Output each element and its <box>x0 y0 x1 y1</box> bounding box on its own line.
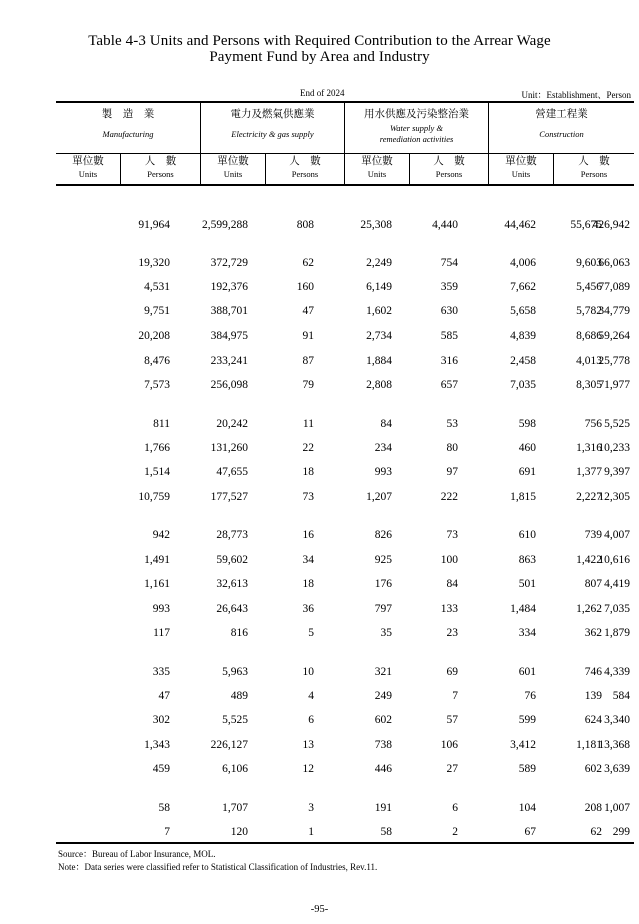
table-cell: 4,339 <box>604 666 630 678</box>
group-header-en-line2: remediation activities <box>379 134 454 144</box>
subheader-persons-zh: 人 數 <box>144 156 177 167</box>
table-cell: 177,527 <box>210 491 248 503</box>
table-row <box>56 463 634 481</box>
table-cell: 12,305 <box>598 491 630 503</box>
subheader-units-zh: 單位數 <box>217 156 249 167</box>
table-cell: 6 <box>452 802 458 814</box>
table-cell: 87 <box>302 355 314 367</box>
table-cell: 807 <box>584 578 602 590</box>
table-cell: 66,063 <box>598 257 630 269</box>
table-cell: 226,127 <box>210 739 248 751</box>
table-cell: 176 <box>374 578 392 590</box>
group-header-zh: 用水供應及污染整治業 <box>364 109 469 120</box>
table-cell: 208 <box>584 802 602 814</box>
table-cell: 1,602 <box>366 305 392 317</box>
subheader-units-en: Units <box>367 169 387 179</box>
subheader-divider-vertical <box>409 154 410 184</box>
subheader-units <box>201 155 265 183</box>
table-cell: 77,089 <box>598 281 630 293</box>
subheader-units <box>56 155 120 183</box>
subheader-persons-zh: 人 數 <box>289 156 321 167</box>
table-cell: 28,773 <box>216 529 248 541</box>
table-cell: 746 <box>584 666 602 678</box>
table-cell: 1,707 <box>222 802 248 814</box>
table-cell: 10,759 <box>138 491 170 503</box>
table-cell: 1,343 <box>144 739 170 751</box>
table-cell: 131,260 <box>210 442 248 454</box>
table-cell: 11 <box>302 418 314 430</box>
table-cell: 630 <box>440 305 458 317</box>
table-cell: 2,249 <box>366 257 392 269</box>
table-cell: 7,662 <box>510 281 536 293</box>
group-header-en: Electricity & gas supply <box>231 129 314 139</box>
group-header-electricity <box>201 106 344 152</box>
table-cell: 27 <box>446 763 458 775</box>
table-cell: 754 <box>440 257 458 269</box>
table-cell: 624 <box>584 714 602 726</box>
table-row <box>56 760 634 778</box>
table-cell: 993 <box>152 603 170 615</box>
table-cell: 13 <box>302 739 314 751</box>
table-cell: 234 <box>374 442 392 454</box>
table-cell: 5 <box>308 627 314 639</box>
table-cell: 104 <box>518 802 536 814</box>
table-cell: 993 <box>374 466 392 478</box>
classification-note: Note：Data series were classified refer to Statistical Classification of Industries, Rev.11. <box>58 862 378 872</box>
table-cell: 601 <box>518 666 536 678</box>
table-cell: 91,964 <box>138 219 170 231</box>
subheader-persons-zh: 人 數 <box>578 156 610 167</box>
table-cell: 657 <box>440 379 458 391</box>
table-cell: 1,766 <box>144 442 170 454</box>
group-header-manufacturing <box>56 106 200 152</box>
table-cell: 811 <box>153 418 170 430</box>
table-cell: 8,476 <box>144 355 170 367</box>
table-cell: 5,525 <box>604 418 630 430</box>
table-cell: 446 <box>374 763 392 775</box>
table-cell: 47 <box>302 305 314 317</box>
table-cell: 1,884 <box>366 355 392 367</box>
subheader-persons-zh: 人 數 <box>433 156 465 167</box>
table-cell: 1,514 <box>144 466 170 478</box>
table-cell: 302 <box>152 714 170 726</box>
table-row <box>56 526 634 544</box>
table-cell: 6,106 <box>222 763 248 775</box>
table-cell: 12 <box>302 763 314 775</box>
table-cell: 2,599,288 <box>202 219 248 231</box>
table-cell: 598 <box>518 418 536 430</box>
subheader-units-en: Units <box>511 169 531 179</box>
table-cell: 100 <box>440 554 458 566</box>
table-row <box>56 439 634 457</box>
table-cell: 233,241 <box>210 355 248 367</box>
table-cell: 372,729 <box>210 257 248 269</box>
table-cell: 47 <box>158 690 170 702</box>
table-cell: 22 <box>302 442 314 454</box>
table-row <box>56 575 634 593</box>
table-cell: 816 <box>230 627 248 639</box>
table-cell: 4,440 <box>432 219 458 231</box>
group-header-en: Manufacturing <box>102 129 154 139</box>
table-cell: 459 <box>152 763 170 775</box>
table-cell: 1,181 <box>576 739 602 751</box>
table-cell: 20,242 <box>216 418 248 430</box>
table-row <box>56 415 634 433</box>
table-cell: 808 <box>296 219 314 231</box>
table-cell: 334 <box>518 627 536 639</box>
table-cell: 47,655 <box>216 466 248 478</box>
table-cell: 16 <box>302 529 314 541</box>
subheader-units-en: Units <box>78 169 98 179</box>
table-cell: 2,734 <box>366 330 392 342</box>
subheader-units-zh: 單位數 <box>505 156 537 167</box>
table-row <box>56 278 634 296</box>
table-cell: 5,456 <box>576 281 602 293</box>
table-cell: 1 <box>308 826 314 838</box>
table-cell: 797 <box>374 603 392 615</box>
table-cell: 59,602 <box>216 554 248 566</box>
subheader-divider-vertical <box>120 154 121 184</box>
table-cell: 9,751 <box>144 305 170 317</box>
table-bottom-rule <box>56 842 634 844</box>
unit-label: Unit：Establishment、Person <box>521 90 631 100</box>
table-cell: 106 <box>440 739 458 751</box>
table-cell: 20,208 <box>138 330 170 342</box>
table-cell: 826 <box>374 529 392 541</box>
subheader-persons-en: Persons <box>291 169 319 179</box>
table-cell: 117 <box>153 627 170 639</box>
table-row <box>56 687 634 705</box>
subheader-persons-en: Persons <box>147 169 174 179</box>
table-cell: 589 <box>518 763 536 775</box>
table-row <box>56 551 634 569</box>
table-cell: 1,815 <box>510 491 536 503</box>
table-title-line-2: Payment Fund by Area and Industry <box>209 49 430 65</box>
group-header-water-supply <box>345 106 488 152</box>
table-cell: 426,942 <box>592 219 630 231</box>
table-cell: 139 <box>584 690 602 702</box>
table-cell: 2,808 <box>366 379 392 391</box>
table-cell: 738 <box>374 739 392 751</box>
table-cell: 191 <box>374 802 392 814</box>
table-title-line-1: Table 4-3 Units and Persons with Required Contribution to the Arrear Wage <box>88 33 551 49</box>
table-cell: 7 <box>164 826 170 838</box>
table-cell: 3 <box>308 802 314 814</box>
reference-date: End of 2024 <box>300 88 345 98</box>
table-cell: 1,377 <box>576 466 602 478</box>
table-cell: 5,963 <box>222 666 248 678</box>
table-cell: 222 <box>440 491 458 503</box>
table-cell: 1,422 <box>576 554 602 566</box>
table-cell: 501 <box>518 578 536 590</box>
table-cell: 62 <box>590 826 602 838</box>
table-cell: 599 <box>518 714 536 726</box>
table-cell: 26,643 <box>216 603 248 615</box>
table-row <box>56 376 634 394</box>
table-row <box>56 488 634 506</box>
subheader-divider-vertical <box>265 154 266 184</box>
table-cell: 10,616 <box>598 554 630 566</box>
table-cell: 19,320 <box>138 257 170 269</box>
table-cell: 2,227 <box>576 491 602 503</box>
table-cell: 44,462 <box>504 219 536 231</box>
table-cell: 59,264 <box>598 330 630 342</box>
subheader-persons-en: Persons <box>435 169 463 179</box>
group-header-zh: 電力及燃氣供應業 <box>230 109 315 120</box>
table-cell: 13,368 <box>598 739 630 751</box>
table-row <box>56 799 634 817</box>
table-cell: 3,340 <box>604 714 630 726</box>
table-row <box>56 736 634 754</box>
table-cell: 362 <box>584 627 602 639</box>
table-cell: 7,573 <box>144 379 170 391</box>
table-cell: 120 <box>230 826 248 838</box>
table-cell: 32,613 <box>216 578 248 590</box>
table-cell: 91 <box>302 330 314 342</box>
table-cell: 384,975 <box>210 330 248 342</box>
table-cell: 6,149 <box>366 281 392 293</box>
table-cell: 2 <box>452 826 458 838</box>
table-cell: 4,007 <box>604 529 630 541</box>
table-cell: 489 <box>230 690 248 702</box>
subheader-persons <box>554 155 634 183</box>
table-cell: 7,035 <box>510 379 536 391</box>
table-cell: 7 <box>452 690 458 702</box>
header-divider-vertical <box>200 103 201 184</box>
table-cell: 1,484 <box>510 603 536 615</box>
table-row <box>56 663 634 681</box>
table-cell: 58 <box>158 802 170 814</box>
subheader-units <box>345 155 409 183</box>
table-cell: 584 <box>612 690 630 702</box>
header-divider-vertical <box>488 103 489 184</box>
subheader-persons <box>266 155 344 183</box>
table-row <box>56 600 634 618</box>
table-row <box>56 327 634 345</box>
table-cell: 10 <box>302 666 314 678</box>
table-cell: 359 <box>440 281 458 293</box>
table-cell: 4,419 <box>604 578 630 590</box>
table-cell: 316 <box>440 355 458 367</box>
table-cell: 863 <box>518 554 536 566</box>
table-cell: 18 <box>302 466 314 478</box>
table-cell: 2,458 <box>510 355 536 367</box>
table-row <box>56 823 634 841</box>
table-cell: 69 <box>446 666 458 678</box>
subheader-units-zh: 單位數 <box>72 156 104 167</box>
table-cell: 84 <box>380 418 392 430</box>
table-cell: 62 <box>302 257 314 269</box>
table-cell: 5,782 <box>576 305 602 317</box>
table-cell: 34,779 <box>598 305 630 317</box>
table-cell: 3,412 <box>510 739 536 751</box>
table-cell: 35 <box>380 627 392 639</box>
table-row <box>56 254 634 272</box>
table-cell: 76 <box>524 690 536 702</box>
table-cell: 1,262 <box>576 603 602 615</box>
table-cell: 460 <box>518 442 536 454</box>
table-cell: 610 <box>518 529 536 541</box>
group-header-zh: 營建工程業 <box>535 109 588 120</box>
table-cell: 4,531 <box>144 281 170 293</box>
subheader-units-zh: 單位數 <box>361 156 393 167</box>
table-cell: 7,035 <box>604 603 630 615</box>
table-cell: 73 <box>302 491 314 503</box>
subheader-units-en: Units <box>223 169 243 179</box>
table-cell: 25,778 <box>598 355 630 367</box>
table-cell: 8,305 <box>576 379 602 391</box>
table-cell: 602 <box>374 714 392 726</box>
source-note: Source：Bureau of Labor Insurance, MOL. <box>58 849 216 859</box>
table-cell: 925 <box>374 554 392 566</box>
header-bottom-rule <box>56 184 634 186</box>
table-cell: 192,376 <box>210 281 248 293</box>
table-cell: 1,879 <box>604 627 630 639</box>
table-cell: 4,006 <box>510 257 536 269</box>
table-cell: 133 <box>440 603 458 615</box>
table-cell: 73 <box>446 529 458 541</box>
table-cell: 4,839 <box>510 330 536 342</box>
header-divider-vertical <box>344 103 345 184</box>
table-cell: 1,161 <box>144 578 170 590</box>
table-cell: 67 <box>524 826 536 838</box>
table-cell: 8,686 <box>576 330 602 342</box>
table-cell: 23 <box>446 627 458 639</box>
table-cell: 942 <box>152 529 170 541</box>
table-cell: 97 <box>446 466 458 478</box>
table-cell: 71,977 <box>598 379 630 391</box>
table-cell: 256,098 <box>210 379 248 391</box>
table-cell: 6 <box>308 714 314 726</box>
header-divider-rule <box>56 153 634 154</box>
group-header-zh: 製 造 業 <box>101 109 155 120</box>
page-number: -95- <box>310 904 329 915</box>
table-cell: 1,316 <box>576 442 602 454</box>
table-row <box>56 302 634 320</box>
table-cell: 160 <box>296 281 314 293</box>
table-cell: 335 <box>152 666 170 678</box>
table-cell: 1,007 <box>604 802 630 814</box>
table-cell: 4 <box>308 690 314 702</box>
table-top-rule <box>56 101 634 103</box>
table-cell: 58 <box>380 826 392 838</box>
table-cell: 1,207 <box>366 491 392 503</box>
table-cell: 9,397 <box>604 466 630 478</box>
table-cell: 691 <box>518 466 536 478</box>
table-row <box>56 711 634 729</box>
table-row <box>56 352 634 370</box>
table-cell: 57 <box>446 714 458 726</box>
group-header-construction <box>489 106 634 152</box>
table-cell: 756 <box>584 418 602 430</box>
table-cell: 388,701 <box>210 305 248 317</box>
table-cell: 739 <box>584 529 602 541</box>
table-cell: 1,491 <box>144 554 170 566</box>
table-row <box>56 216 634 234</box>
subheader-divider-vertical <box>553 154 554 184</box>
table-cell: 5,525 <box>222 714 248 726</box>
table-cell: 18 <box>302 578 314 590</box>
table-cell: 299 <box>612 826 630 838</box>
subheader-persons <box>410 155 488 183</box>
table-cell: 80 <box>446 442 458 454</box>
table-cell: 79 <box>302 379 314 391</box>
subheader-persons <box>121 155 200 183</box>
subheader-units <box>489 155 553 183</box>
table-cell: 602 <box>584 763 602 775</box>
table-cell: 585 <box>440 330 458 342</box>
table-row <box>56 624 634 642</box>
table-cell: 55,675 <box>570 219 602 231</box>
table-cell: 5,658 <box>510 305 536 317</box>
table-cell: 9,603 <box>576 257 602 269</box>
table-cell: 36 <box>302 603 314 615</box>
table-cell: 321 <box>374 666 392 678</box>
table-cell: 3,639 <box>604 763 630 775</box>
table-cell: 4,013 <box>576 355 602 367</box>
group-header-en: Construction <box>539 129 584 139</box>
table-cell: 25,308 <box>360 219 392 231</box>
table-cell: 34 <box>302 554 314 566</box>
group-header-en: Water supply & <box>389 123 444 133</box>
table-cell: 249 <box>374 690 392 702</box>
table-cell: 84 <box>446 578 458 590</box>
subheader-persons-en: Persons <box>580 169 608 179</box>
table-cell: 53 <box>446 418 458 430</box>
table-cell: 10,233 <box>598 442 630 454</box>
